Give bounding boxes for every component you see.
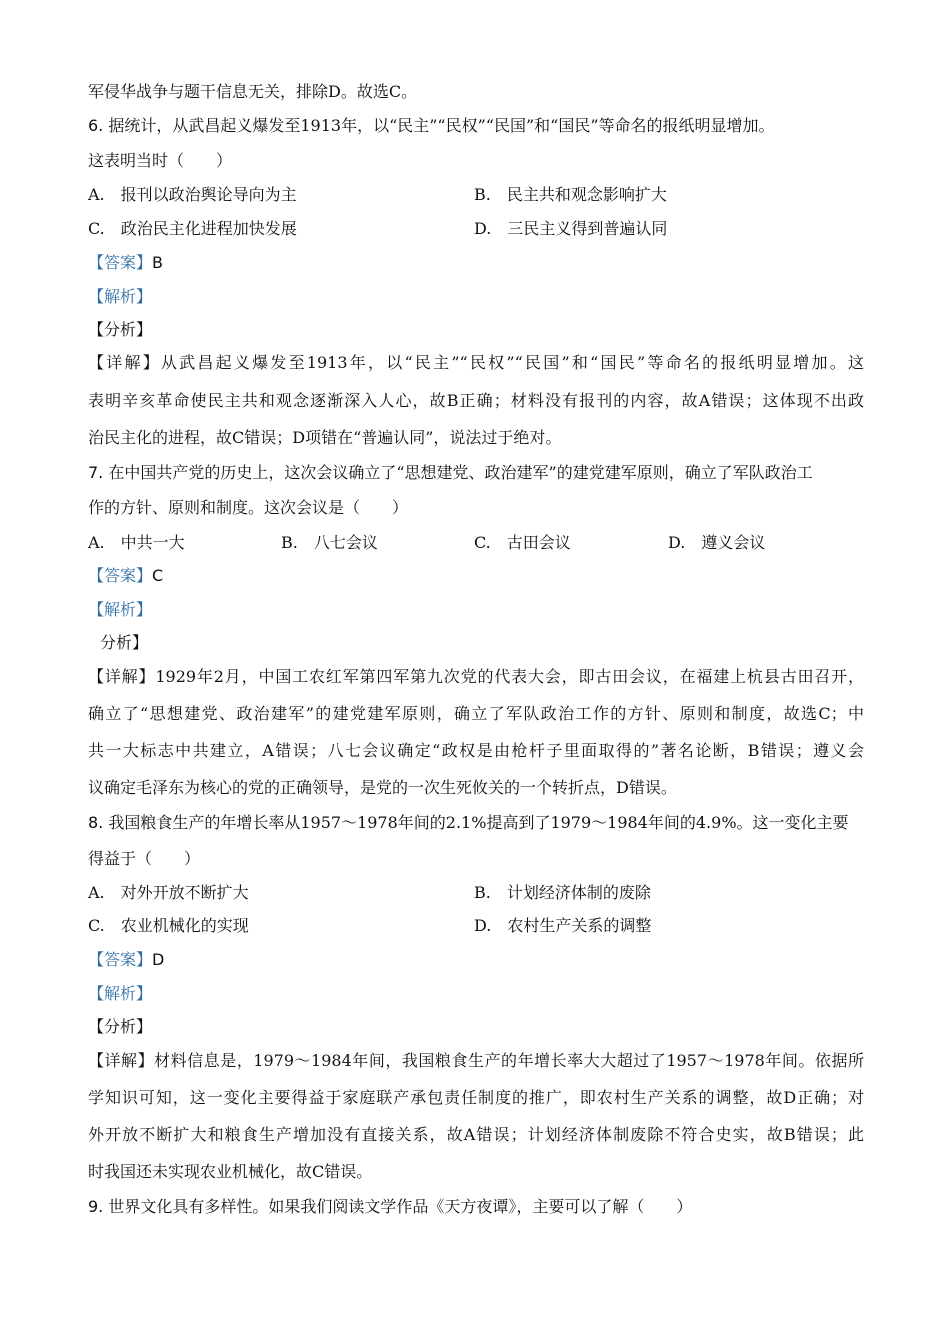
question-text: 在中国共产党的历史上，这次会议确立了“思想建党、政治建军”的建党建军原则，确立了军队政治工: [103, 463, 813, 482]
question-6-stem-cont: 这表明当时（ ）: [88, 151, 233, 170]
question-text: 我国粮食生产的年增长率从1957～1978年间的2.1%提高到了1979～1984年间的4.9%。这一变化主要: [103, 813, 849, 832]
fenxi-tag: 【分析】: [88, 1017, 153, 1036]
question-7-stem: [88, 463, 813, 483]
question-number: 6.: [88, 116, 104, 135]
answer-value: B: [152, 253, 163, 272]
question-8-stem: [88, 813, 849, 833]
question-number: 8.: [88, 813, 104, 832]
detail-line: 确立了“思想建党、政治建军”的建党建军原则，确立了军队政治工作的方针、原则和制度，故选C；中: [88, 704, 864, 723]
detail-line: 【详解】从武昌起义爆发至1913年，以“民主”“民权”“民国”和“国民”等命名的报纸明显增加。这: [88, 353, 864, 372]
analysis-tag: 【解析】: [88, 600, 153, 619]
detail-line: 学知识可知，这一变化主要得益于家庭联产承包责任制度的推广，即农村生产关系的调整，故D正确；对: [88, 1088, 864, 1107]
option-d: D. 三民主义得到普遍认同: [474, 219, 668, 238]
detail-line: 【详解】1929年2月，中国工农红军第四军第九次党的代表大会，即古田会议，在福建上杭县古田召开，: [88, 667, 864, 686]
fenxi-tag: 分析】: [100, 633, 149, 652]
option-d: D. 农村生产关系的调整: [474, 916, 652, 935]
question-7-stem-cont: 作的方针、原则和制度。这次会议是（ ）: [88, 498, 409, 517]
question-8-stem-cont: 得益于（ ）: [88, 849, 201, 868]
option-c: C. 古田会议: [474, 533, 571, 552]
answer-tag: 【答案】: [88, 950, 153, 969]
option-a: A. 对外开放不断扩大: [88, 883, 249, 902]
answer-tag: 【答案】: [88, 566, 153, 585]
option-c: C. 农业机械化的实现: [88, 916, 249, 935]
analysis-tag: 【解析】: [88, 984, 153, 1003]
option-b: B. 八七会议: [281, 533, 378, 552]
text-line: 军侵华战争与题干信息无关，排除D。故选C。: [88, 82, 418, 101]
option-a: A. 中共一大: [88, 533, 185, 552]
option-a: A. 报刊以政治舆论导向为主: [88, 185, 297, 204]
detail-line: 议确定毛泽东为核心的党的正确领导，是党的一次生死攸关的一个转折点，D错误。: [88, 778, 677, 797]
answer-value: D: [152, 950, 165, 969]
detail-line: 表明辛亥革命使民主共和观念逐渐深入人心，故B正确；材料没有报刊的内容，故A错误；这体现不出政: [88, 391, 864, 410]
detail-line: 外开放不断扩大和粮食生产增加没有直接关系，故A错误；计划经济体制废除不符合史实，故B错误；此: [88, 1125, 864, 1144]
question-number: 7.: [88, 463, 104, 482]
detail-line: 治民主化的进程，故C错误；D项错在“普遍认同”，说法过于绝对。: [88, 428, 562, 447]
detail-line: 共一大标志中共建立，A错误；八七会议确定“政权是由枪杆子里面取得的”著名论断，B错误；遵义会: [88, 741, 864, 760]
question-6-stem: [88, 116, 775, 136]
detail-line: 时我国还未实现农业机械化，故C错误。: [88, 1162, 373, 1181]
question-number: 9.: [88, 1197, 104, 1216]
answer-line: [88, 253, 163, 273]
question-9-stem: [88, 1197, 692, 1217]
option-b: B. 民主共和观念影响扩大: [474, 185, 667, 204]
question-text: 据统计，从武昌起义爆发至1913年，以“民主”“民权”“民国”和“国民”等命名的报纸明显增加。: [103, 116, 775, 135]
answer-line: [88, 950, 164, 970]
detail-line: 【详解】材料信息是，1979～1984年间，我国粮食生产的年增长率大大超过了1957～1978年间。依据所: [88, 1051, 864, 1070]
answer-line: [88, 566, 163, 586]
option-c: C. 政治民主化进程加快发展: [88, 219, 297, 238]
fenxi-tag: 【分析】: [88, 320, 153, 339]
option-b: B. 计划经济体制的废除: [474, 883, 651, 902]
answer-tag: 【答案】: [88, 253, 153, 272]
analysis-tag: 【解析】: [88, 287, 153, 306]
answer-value: C: [152, 566, 164, 585]
option-d: D. 遵义会议: [668, 533, 766, 552]
question-text: 世界文化具有多样性。如果我们阅读文学作品《天方夜谭》，主要可以了解（ ）: [103, 1197, 693, 1216]
